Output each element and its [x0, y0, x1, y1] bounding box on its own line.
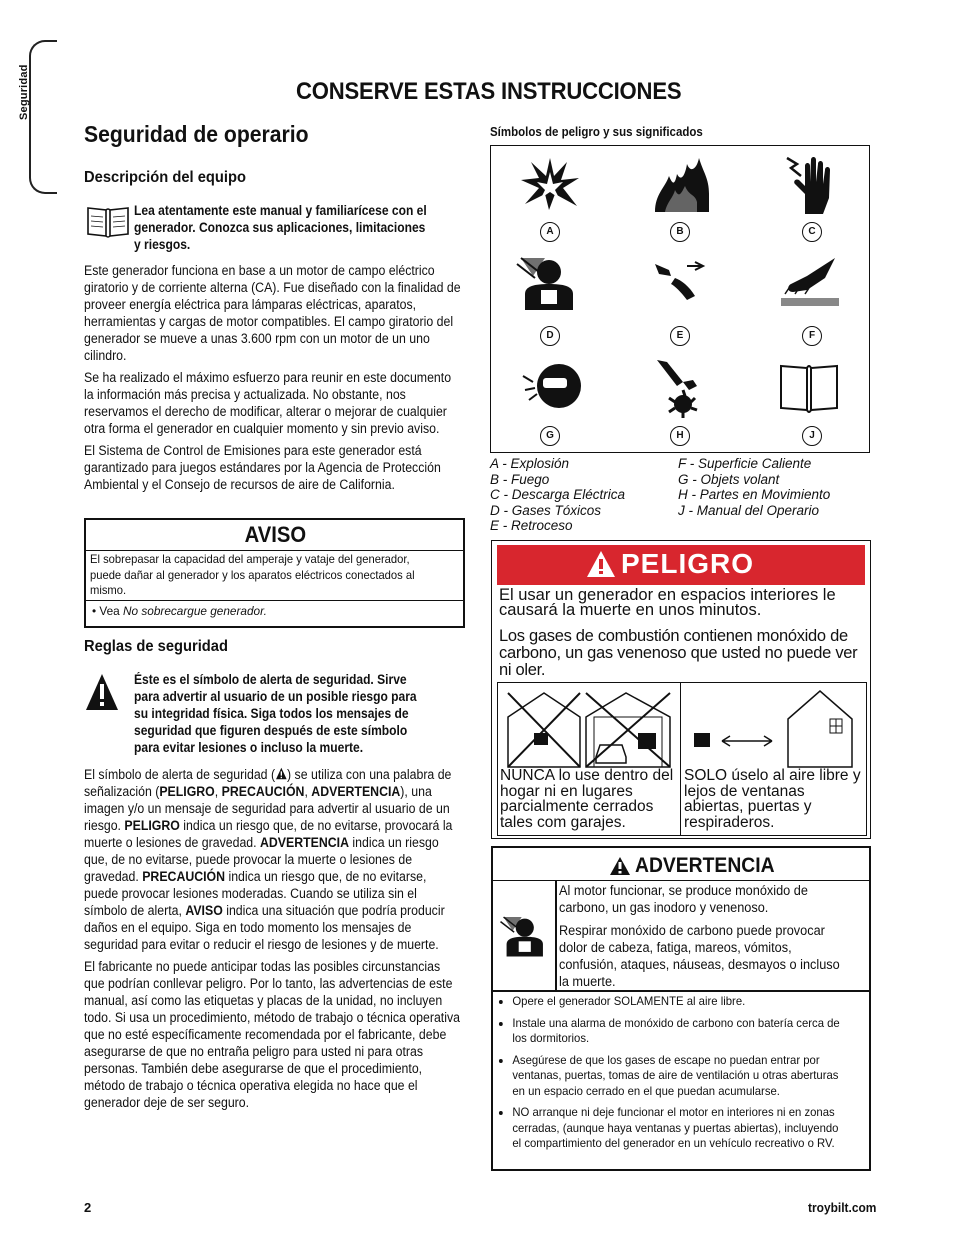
descripcion-body: [84, 262, 463, 498]
electric-shock-icon: [783, 154, 839, 216]
reglas-alert-text: Éste es el símbolo de alerta de seguridad. Sirve para advertir al usuario de un posible riesgo para su integridad física. Siga todos los mensajes de seguridad que figuren después de este símbolo para evitar lesiones o incluso la muerte.: [134, 672, 417, 755]
page-number: 2: [84, 1200, 92, 1215]
peligro-illustrations: [497, 682, 867, 836]
list-item: • NO arranque ni deje funcionar el motor en interiores ni en zonas cerradas, (aunque haya ventanas y puertas abiertas), incluyendo el compartimiento del generador en un vehículo recreativo o RV.: [512, 1105, 848, 1152]
list-item: • Asegúrese de que los gases de escape no puedan entrar por ventanas, puertas, tomas de aire de ventilación u otras aberturas en un espacio cerrado en el que puedan acumularse.: [512, 1053, 848, 1100]
outdoor-allowed-icon: [688, 689, 860, 769]
reglas-body: [84, 766, 463, 1116]
list-item: • Instale una alarma de monóxido de carbono con batería cerca de los dormitorios.: [512, 1016, 848, 1047]
advertencia-p2: Respirar monóxido de carbono puede provocar dolor de cabeza, fatiga, mareos, vómitos, confusión, ataques, náuseas, desmayos o incluso la muerte.: [559, 923, 840, 989]
aviso-box: [84, 518, 465, 628]
peligro-line2: Los gases de combustión contienen monóxido de carbono, un gas venenoso que usted no puede ver ni oler.: [499, 627, 858, 679]
moving-parts-icon: [653, 356, 709, 418]
page-title: CONSERVE ESTAS INSTRUCCIONES: [296, 78, 682, 105]
peligro-line1: El usar un generador en espacios interiores le causará la muerte en unos minutos.: [499, 586, 836, 619]
inline-alert-icon: [275, 767, 287, 780]
symbol-label-f: F: [802, 326, 822, 346]
toxic-fumes-icon: [499, 912, 549, 960]
peligro-right-caption: SOLO úselo al aire libre y lejos de ventanas abiertas, puertas y respiraderos.: [684, 767, 861, 831]
peligro-alert-icon: [586, 550, 616, 578]
operator-manual-icon: [779, 358, 839, 414]
symbols-legend-left: A - Explosión B - Fuego C - Descarga Eléctrica D - Gases Tóxicos E - Retroceso: [490, 456, 626, 533]
side-tab: [29, 40, 57, 194]
advertencia-p1: Al motor funcionar, se produce monóxido de carbono, un gas inodoro y venenoso.: [559, 883, 808, 915]
advertencia-text: [559, 882, 850, 990]
indoor-prohibited-icon: [504, 689, 676, 769]
hot-surface-icon: [777, 256, 841, 308]
descripcion-p2: Se ha realizado el máximo esfuerzo para reunir en este documento la información más precisa y actualizada. No obstante, nos reservamos el derecho de modificar, alterar o mejorar de cualquier otra forma el generador en cualquier momento y sin previo aviso.: [84, 370, 452, 436]
manual-book-icon: [86, 204, 130, 245]
advertencia-box: [491, 846, 871, 1171]
symbol-label-j: J: [802, 426, 822, 446]
reglas-p2: El fabricante no puede anticipar todas las posibles circunstancias que podrían conllevar peligro. Por lo tanto, las advertencias de este manual, así como las etiquetas y placas de la unidad, no incluyen todo. Si usa un procedimiento, método de trabajo o técnica operativa que no esté específicamente recomendada por el fabricante, debe asegurarse de que no entraña peligro para usted ni para otras personas. También debe asegurarse de que el procedimiento, método de trabajo o técnica operativa elegida no hace que el generador deje de ser seguro.: [84, 959, 460, 1110]
symbols-grid: [490, 145, 870, 453]
side-tab-label: Seguridad: [18, 64, 30, 120]
symbols-legend-right: F - Superficie Caliente G - Objets volant H - Partes en Movimiento J - Manual del Operario: [678, 456, 831, 518]
fire-icon: [651, 154, 711, 214]
symbol-label-e: E: [670, 326, 690, 346]
descripcion-intro: Lea atentamente este manual y familiarícese con el generador. Conozca sus aplicaciones, limitaciones y riesgos.: [134, 203, 427, 252]
aviso-title: AVISO: [244, 522, 307, 547]
symbol-label-b: B: [670, 222, 690, 242]
symbol-label-c: C: [802, 222, 822, 242]
peligro-title: PELIGRO: [621, 548, 755, 579]
safety-alert-icon: [84, 672, 120, 717]
aviso-text: El sobrepasar la capacidad del amperaje y vataje del generador, puede dañar al generador y los aparatos eléctricos conectados al mismo.: [90, 552, 415, 597]
advertencia-bullets: [497, 994, 848, 1158]
advertencia-title: ADVERTENCIA: [635, 854, 775, 877]
section-title: Seguridad de operario: [84, 121, 309, 147]
peligro-header: [497, 545, 865, 585]
symbol-label-d: D: [540, 326, 560, 346]
symbols-heading: Símbolos de peligro y sus significados: [490, 125, 703, 139]
kickback-icon: [651, 256, 711, 304]
descripcion-heading: Descripción del equipo: [84, 169, 246, 186]
descripcion-p1: Este generador funciona en base a un motor de campo eléctrico giratorio y de corriente alterna (CA). Fue diseñado con la finalidad de proveer energía eléctrica para lámparas eléctricas, aparatos, herramientas y cargas de motor compatibles. El campo giratorio del generador se mueve a unas 3.600 rpm con un motor de un uno cilindro.: [84, 263, 461, 363]
symbol-label-g: G: [540, 426, 560, 446]
reglas-p1: El símbolo de alerta de seguridad ( ) se utiliza con una palabra de señalización (PELIGRO, PRECAUCIÓN, ADVERTENCIA), una imagen y/o un mensaje de seguridad para advertir al usuario de un riesgo. PELIGRO indica un riesgo que, de no evitarse, provocará la muerte o lesiones de gravedad. ADVERTENCIA indica un riesgo que, de no evitarse, puede provocar la muerte o lesiones de gravedad. PRECAUCIÓN indica un riesgo que, de no evitarse, puede provocar lesiones moderadas. Cuando se utiliza sin el símbolo de alerta, AVISO indica una situación que podría producir daños en el equipo. Siga en todo momento los mensajes de seguridad para evitar o reducir el riesgo de lesiones y de muerte.: [84, 767, 453, 952]
reglas-heading: Reglas de seguridad: [84, 638, 228, 655]
descripcion-p3: El Sistema de Control de Emisiones para este generador está garantizado para juegos estándares por la Agencia de Protección Ambiental y el Consejo de recursos de aire de California.: [84, 443, 441, 492]
aviso-bullet: • Vea No sobrecargue generador.: [92, 604, 267, 618]
explosion-icon: [519, 156, 581, 212]
peligro-left-caption: NUNCA lo use dentro del hogar ni en lugares parcialmente cerrados tales com garajes.: [500, 767, 674, 831]
flying-objects-icon: [521, 360, 581, 412]
symbol-label-a: A: [540, 222, 560, 242]
advertencia-alert-icon: [609, 856, 631, 876]
footer-site: troybilt.com: [808, 1200, 877, 1215]
toxic-fumes-icon: [515, 254, 581, 312]
list-item: • Opere el generador SOLAMENTE al aire libre.: [512, 994, 848, 1010]
symbol-label-h: H: [670, 426, 690, 446]
